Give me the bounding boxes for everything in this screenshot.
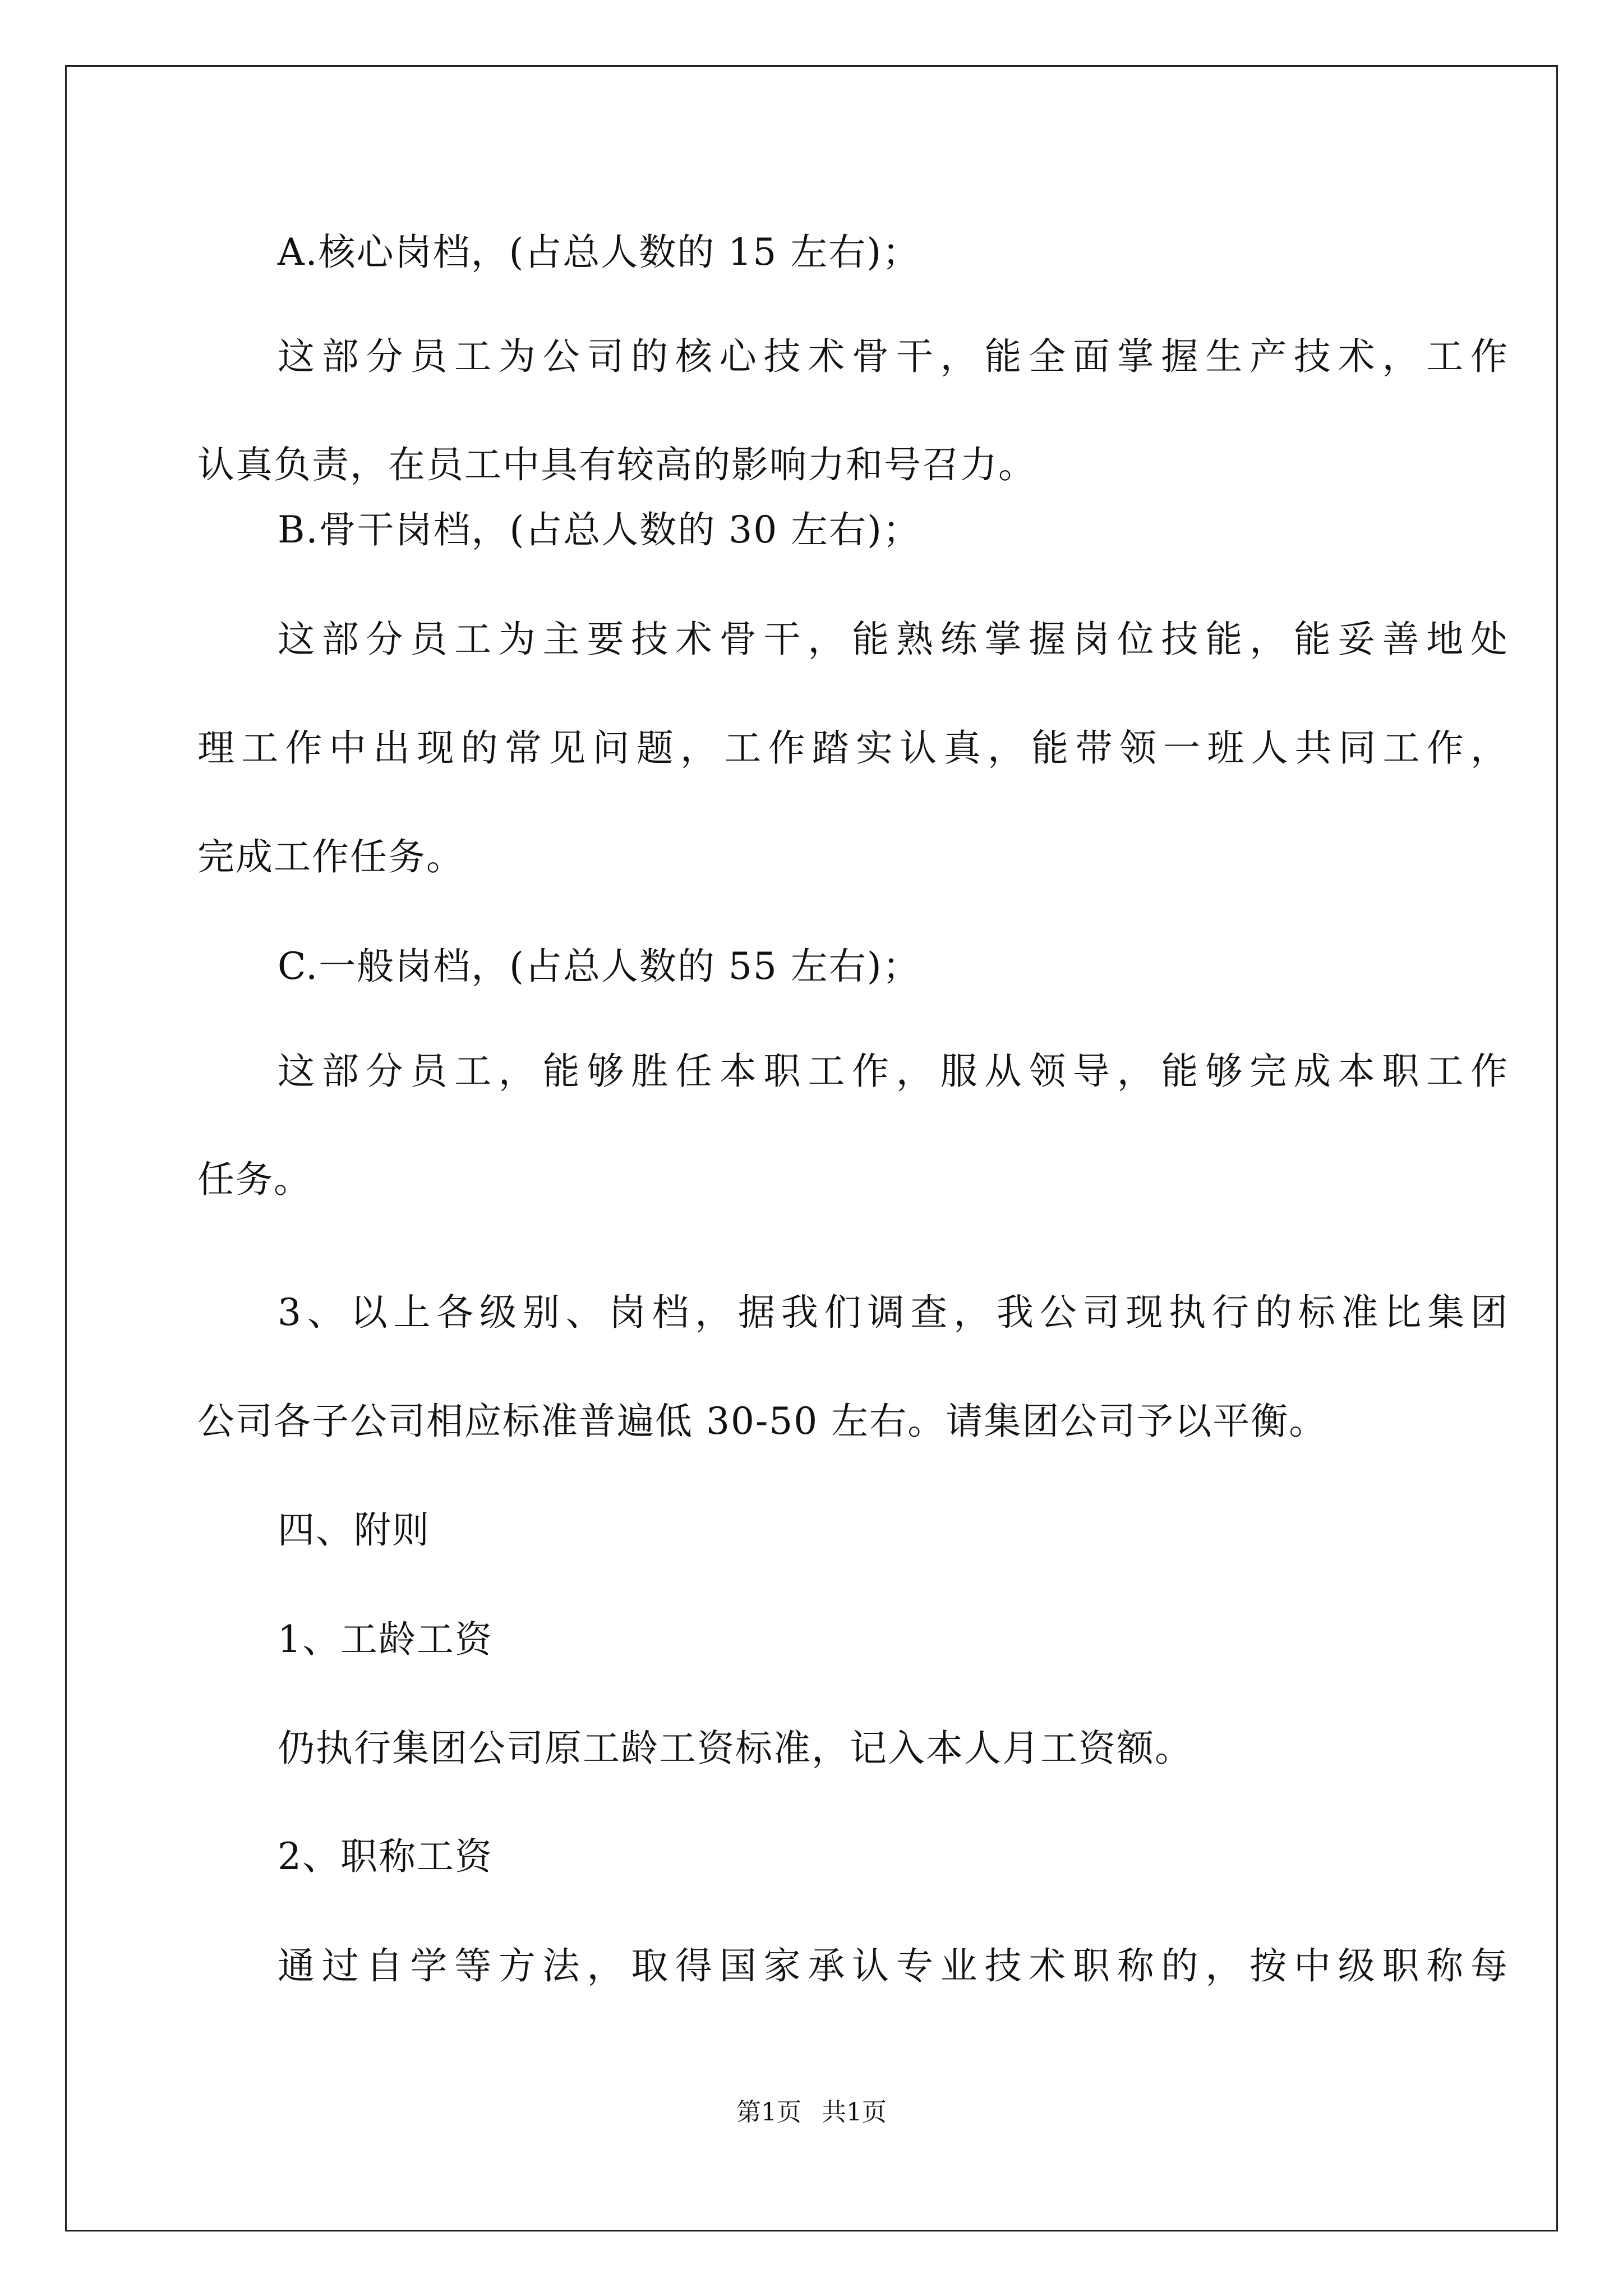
paragraph-line: C.一般岗档，(占总人数的 55 左右)； (278, 945, 921, 988)
paragraph-line: 这部分员工，能够胜任本职工作，服从领导，能够完成本职工作 (278, 1050, 1509, 1093)
paragraph-line: 仍执行集团公司原工龄工资标准，记入本人月工资额。 (278, 1727, 1193, 1770)
paragraph-line: 认真负责，在员工中具有较高的影响力和号召力。 (197, 443, 1036, 486)
paragraph-line: 通过自学等方法，取得国家承认专业技术职称的，按中级职称每 (278, 1944, 1509, 1987)
page-total: 共1页 (822, 2098, 887, 2127)
paragraph-line: B.骨干岗档，(占总人数的 30 左右)； (278, 508, 921, 551)
paragraph-line: 公司各子公司相应标准普遍低 30-50 左右。请集团公司予以平衡。 (197, 1400, 1327, 1443)
paragraph-line: A.核心岗档，(占总人数的 15 左右)； (278, 231, 921, 274)
paragraph-line: 这部分员工为公司的核心技术骨干，能全面掌握生产技术，工作 (278, 335, 1509, 378)
page-number: 第1页 (736, 2098, 801, 2127)
paragraph-line: 3、以上各级别、岗档，据我们调查，我公司现执行的标准比集团 (278, 1291, 1509, 1334)
section-heading: 四、附则 (278, 1508, 430, 1552)
paragraph-line: 这部分员工为主要技术骨干，能熟练掌握岗位技能，能妥善地处 (278, 618, 1509, 661)
paragraph-line: 任务。 (197, 1158, 312, 1201)
page-border (65, 65, 1558, 2231)
paragraph-line: 理工作中出现的常见问题，工作踏实认真，能带领一班人共同工作， (197, 726, 1509, 770)
subsection-heading: 2、职称工资 (278, 1835, 493, 1878)
paragraph-line: 完成工作任务。 (197, 835, 464, 878)
subsection-heading: 1、工龄工资 (278, 1618, 493, 1661)
page-footer (0, 2097, 1623, 2128)
